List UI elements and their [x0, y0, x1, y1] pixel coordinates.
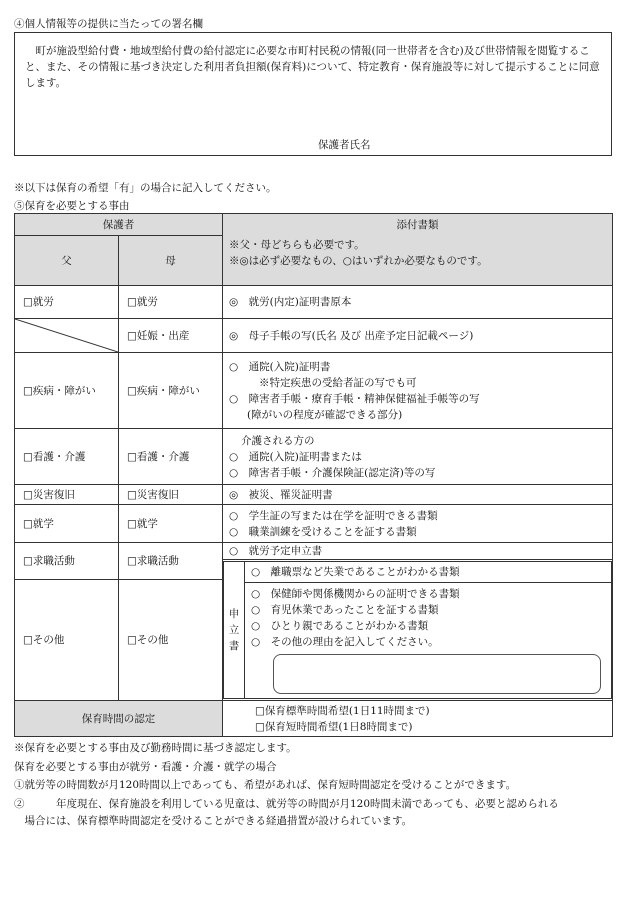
affidavit-label: 申 立 書	[224, 562, 245, 699]
reason-table	[14, 213, 613, 737]
consent-text: 町が施設型給付費・地域型給付費の給付認定に必要な市町村民税の情報(同一世帯者を含む)及び世帯情報を閲覧すること、また、その情報に基づき決定した利用者負担額(保育料)について、特定教育・保育施設等に対して提示することに同意します。	[25, 45, 600, 89]
mother-other: □その他	[119, 580, 223, 701]
signature-label: 保護者氏名	[318, 139, 371, 151]
doc-ill-2: ※特定疾患の受給者証の写でも可	[259, 376, 417, 389]
docs-note-2: ※◎は必ず必要なもの、○はいずれか必要なものです。	[229, 255, 488, 267]
doc-care-3: ○ 障害者手帳・介護保険証(認定済)等の写	[229, 466, 436, 479]
mother-preg: □妊娠・出産	[119, 319, 223, 353]
header-docs	[223, 214, 613, 286]
doc-other-3: ○ ひとり親であることがわかる書類	[251, 620, 429, 632]
doc-study-2: ○ 職業訓練を受けることを証する書類	[229, 525, 417, 538]
father-ill: □疾病・障がい	[15, 353, 119, 429]
mother-study: □就学	[119, 505, 223, 543]
cert-short[interactable]: □保育短時間希望(1日8時間まで)	[255, 720, 413, 733]
doc-ill-1: ○ 通院(入院)証明書	[229, 360, 331, 373]
bottom-note-4a: ② 年度現在、保育施設を利用している児童は、就労等の時間が月120時間未満であっても、必要と認められる	[14, 798, 559, 810]
bottom-note-3: ①就労等の時間数が月120時間以上であっても、希望があれば、保育短時間認定を受けることができます。	[14, 779, 517, 791]
header-mother: 母	[119, 236, 223, 286]
affidavit-table	[223, 561, 612, 699]
mother-ill: □疾病・障がい	[119, 353, 223, 429]
diagonal-line	[15, 319, 118, 352]
doc-care	[223, 429, 613, 485]
mother-disaster: □災害復旧	[119, 485, 223, 505]
note-top: ※以下は保育の希望「有」の場合に記入してください。	[14, 182, 277, 194]
doc-job-1: ○ 就労予定申立書	[223, 543, 613, 560]
father-other: □その他	[15, 580, 119, 701]
bottom-note-1: ※保育を必要とする事由及び勤務時間に基づき認定します。	[14, 742, 297, 754]
docs-note-1: ※父・母どちらも必要です。	[229, 239, 365, 251]
mother-care: □看護・介護	[119, 429, 223, 485]
section4-title: ④個人情報等の提供に当たっての署名欄	[14, 18, 203, 30]
doc-ill	[223, 353, 613, 429]
cert-standard[interactable]: □保育標準時間希望(1日11時間まで)	[255, 704, 430, 717]
consent-box	[14, 32, 612, 156]
section5-title: ⑤保育を必要とする事由	[14, 200, 130, 212]
doc-study-1: ○ 学生証の写または在学を証明できる書類	[229, 509, 438, 522]
doc-preg: ◎ 母子手帳の写(氏名 及び 出産予定日記載ページ)	[223, 319, 613, 353]
father-care: □看護・介護	[15, 429, 119, 485]
father-disaster: □災害復旧	[15, 485, 119, 505]
father-study: □就学	[15, 505, 119, 543]
docs-title: 添付書類	[396, 219, 439, 231]
doc-other-4: ○ その他の理由を記入してください。	[251, 636, 439, 648]
header-father: 父	[15, 236, 119, 286]
affidavit-items	[245, 562, 612, 699]
doc-other-1: ○ 保健師や関係機関からの証明できる書類	[251, 588, 460, 600]
header-guardian: 保護者	[15, 214, 223, 236]
doc-care-2: ○ 通院(入院)証明書または	[229, 450, 362, 463]
father-preg-na	[15, 319, 119, 353]
mother-work: □就労	[119, 286, 223, 319]
doc-ill-3: ○ 障害者手帳・療育手帳・精神保健福祉手帳等の写	[229, 392, 480, 405]
mother-job: □求職活動	[119, 543, 223, 580]
cert-label: 保育時間の認定	[15, 701, 223, 737]
cert-options	[223, 701, 613, 737]
father-work: □就労	[15, 286, 119, 319]
doc-job-2: ○ 離職票など失業であることがわかる書類	[245, 564, 611, 583]
doc-affidavit	[223, 560, 613, 701]
bottom-note-4b: 場合には、保育標準時間認定を受けることができる経過措置が設けられています。	[14, 815, 413, 827]
father-job: □求職活動	[15, 543, 119, 580]
doc-study	[223, 505, 613, 543]
doc-ill-4: (障がいの程度が確認できる部分)	[247, 408, 403, 421]
bottom-note-2: 保育を必要とする事由が就労・看護・介護・就学の場合	[14, 761, 277, 773]
doc-other-2: ○ 育児休業であったことを証する書類	[251, 604, 439, 616]
doc-care-1: 介護される方の	[241, 434, 315, 447]
other-reason-box[interactable]	[273, 654, 601, 694]
doc-disaster: ◎ 被災、罹災証明書	[223, 485, 613, 505]
doc-work: ◎ 就労(内定)証明書原本	[223, 286, 613, 319]
